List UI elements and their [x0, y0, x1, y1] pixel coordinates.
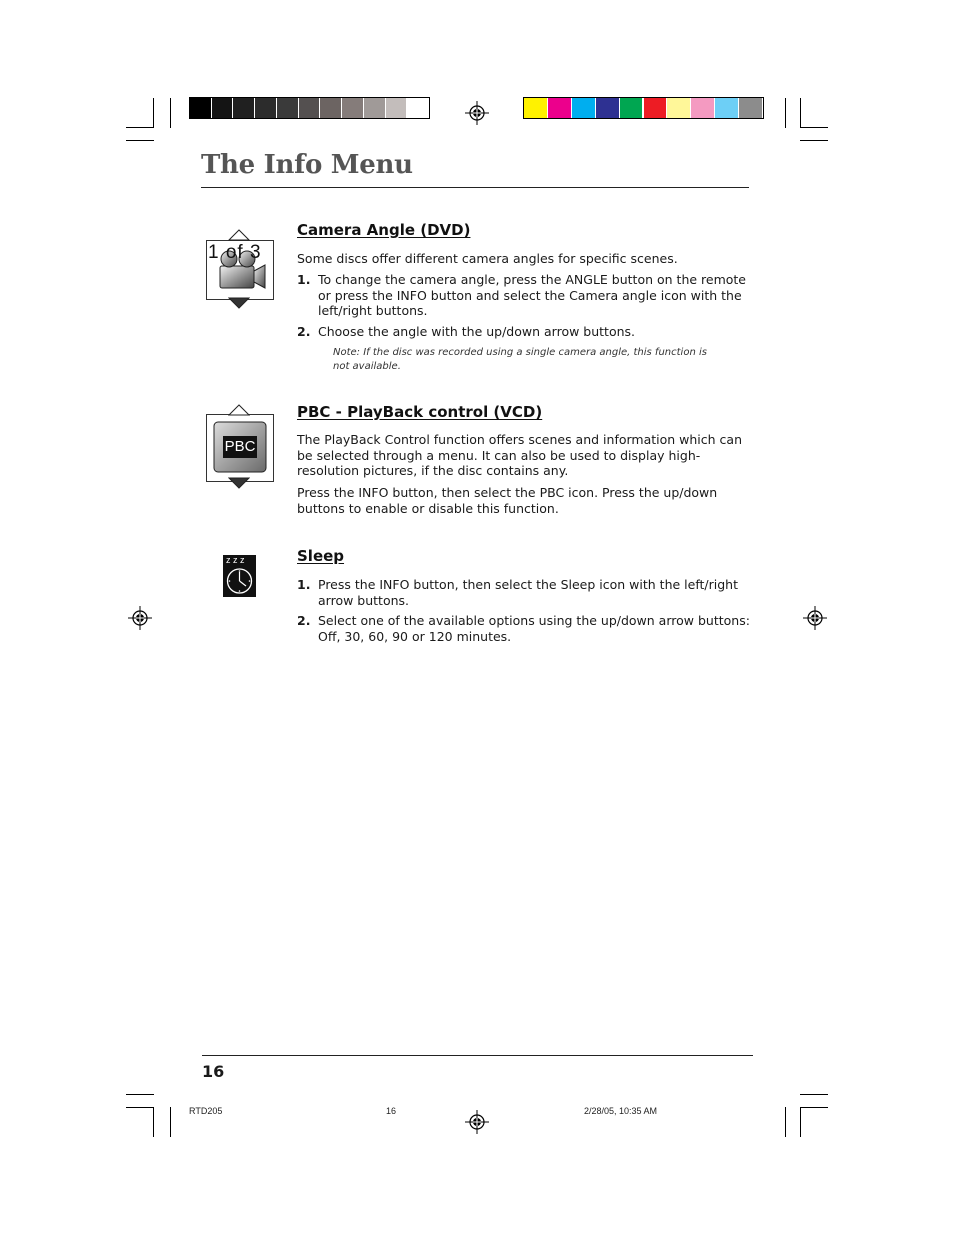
- sleep-heading: Sleep: [297, 547, 345, 565]
- slug-datetime: 2/28/05, 10:35 AM: [584, 1106, 658, 1116]
- crop-mark: [153, 98, 154, 128]
- step-number: 2.: [297, 324, 311, 339]
- crop-mark: [785, 1107, 786, 1137]
- color-swatch: [407, 98, 428, 118]
- registration-mark-icon: [128, 606, 152, 630]
- crop-mark: [126, 1094, 154, 1095]
- camera-angle-step-1: To change the camera angle, press the ANGLE button on the remote or press the INFO button and select the Camera angle icon with the left/right buttons.: [318, 272, 746, 318]
- color-swatch: [715, 98, 738, 118]
- crop-mark: [800, 98, 801, 128]
- color-swatch: [596, 98, 619, 118]
- slug-page: 16: [386, 1106, 397, 1116]
- camera-angle-note: Note: If the disc was recorded using a single camera angle, this function is not available.: [333, 347, 707, 372]
- color-swatch: [386, 98, 407, 118]
- color-swatch: [691, 98, 714, 118]
- color-swatch: [620, 98, 643, 118]
- camera-angle-icon: [206, 240, 274, 300]
- color-swatch: [255, 98, 276, 118]
- slug-doc-id: RTD205: [189, 1106, 223, 1116]
- registration-mark-icon: [465, 101, 489, 125]
- up-arrow-icon: [228, 229, 250, 241]
- color-swatch: [299, 98, 320, 118]
- color-swatch: [667, 98, 690, 118]
- crop-mark: [800, 140, 828, 141]
- color-swatch: [364, 98, 385, 118]
- color-swatch: [190, 98, 211, 118]
- crop-mark: [126, 1107, 154, 1108]
- sleep-icon: [223, 555, 256, 597]
- camera-angle-heading: Camera Angle (DVD): [297, 221, 471, 239]
- page-number: 16: [202, 1062, 225, 1081]
- pbc-paragraph-2: Press the INFO button, then select the PBC icon. Press the up/down buttons to enable or disable this function.: [297, 485, 718, 516]
- crop-mark: [800, 1107, 828, 1108]
- camera-angle-step-2: Choose the angle with the up/down arrow buttons.: [318, 324, 636, 339]
- sleep-step-1: Press the INFO button, then select the Sleep icon with the left/right arrow buttons.: [318, 577, 738, 608]
- crop-mark: [126, 127, 154, 128]
- down-arrow-icon: [228, 297, 250, 309]
- color-swatch: [524, 98, 547, 118]
- crop-mark: [785, 98, 786, 128]
- page-title: The Info Menu: [201, 150, 413, 180]
- crop-mark: [153, 1107, 154, 1137]
- up-arrow-icon: [228, 404, 250, 416]
- color-swatch: [320, 98, 341, 118]
- camera-angle-icon-label: 1 of 3: [208, 242, 262, 263]
- pbc-icon: [206, 414, 274, 482]
- step-number: 1.: [297, 577, 311, 592]
- color-swatch: [212, 98, 233, 118]
- footer-rule: [202, 1055, 753, 1056]
- grayscale-bar: [189, 97, 430, 119]
- color-swatch: [572, 98, 595, 118]
- step-number: 1.: [297, 272, 311, 287]
- color-swatch: [277, 98, 298, 118]
- crop-mark: [800, 1094, 828, 1095]
- pbc-heading: PBC - PlayBack control (VCD): [297, 403, 543, 421]
- down-arrow-icon: [228, 477, 250, 489]
- registration-mark-icon: [803, 606, 827, 630]
- step-number: 2.: [297, 613, 311, 628]
- color-swatch: [548, 98, 571, 118]
- color-swatch: [342, 98, 363, 118]
- pbc-paragraph-1: The PlayBack Control function offers scenes and information which can be selected through a menu. It can also be used to display high-resolution pictures, if the disc contains any.: [297, 432, 743, 478]
- crop-mark: [800, 127, 828, 128]
- registration-mark-icon: [465, 1110, 489, 1134]
- crop-mark: [800, 1107, 801, 1137]
- crop-mark: [170, 98, 171, 128]
- camera-angle-intro: Some discs offer different camera angles for specific scenes.: [297, 251, 678, 266]
- color-swatch: [233, 98, 254, 118]
- pbc-icon-label: PBC: [224, 438, 256, 455]
- crop-mark: [170, 1107, 171, 1137]
- crop-mark: [126, 140, 154, 141]
- color-bar: [523, 97, 764, 119]
- color-swatch: [739, 98, 762, 118]
- sleep-step-2: Select one of the available options using the up/down arrow buttons: Off, 30, 60, 90 or 120 minutes.: [318, 613, 750, 644]
- color-swatch: [644, 98, 667, 118]
- sleep-icon-label: z z z: [226, 555, 245, 565]
- title-rule: [201, 187, 749, 188]
